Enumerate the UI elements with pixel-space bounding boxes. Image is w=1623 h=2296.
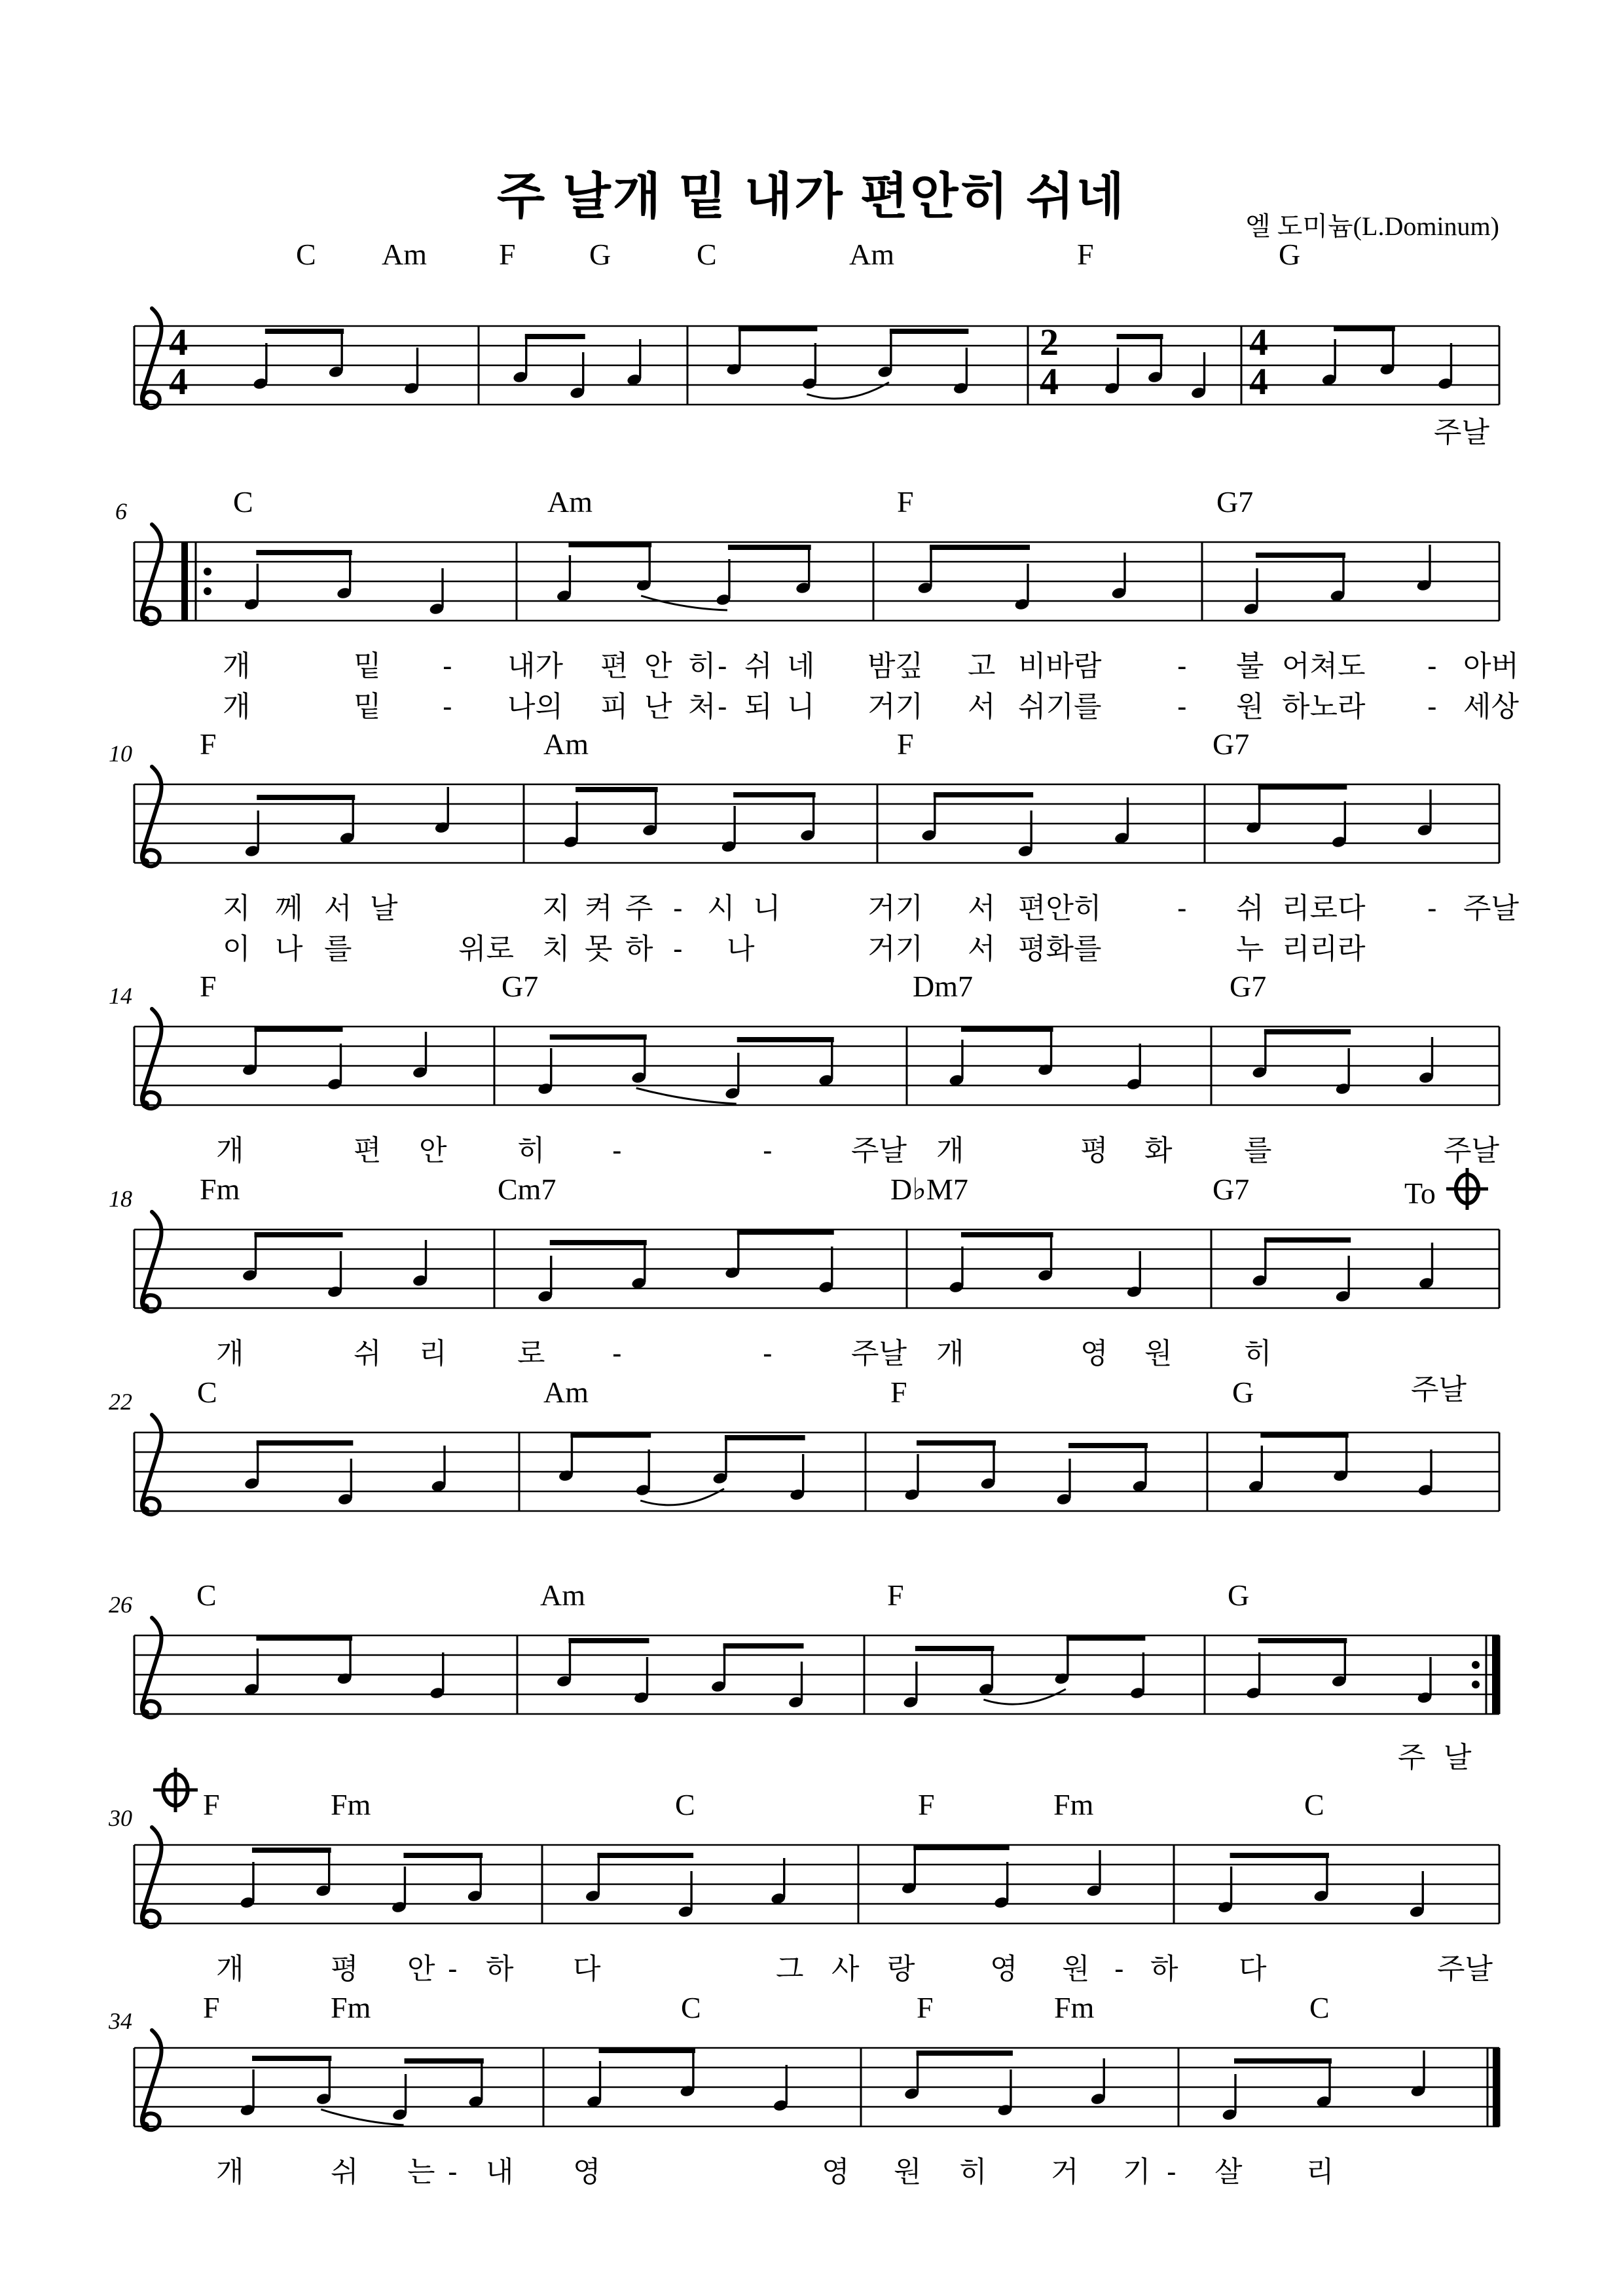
chord-label: F: [917, 1991, 934, 2024]
lyric-syllable: 다: [573, 1953, 601, 1985]
lyric-syllable: 나의: [507, 691, 564, 723]
lyric-syllable: -: [612, 1135, 622, 1167]
lyric-syllable: -: [448, 1953, 458, 1985]
lyric-syllable: 주날: [1434, 416, 1490, 448]
lyric-syllable: 개: [223, 691, 251, 723]
lyric-syllable: 쉬: [331, 2156, 359, 2188]
lyric-syllable: 개: [936, 1338, 964, 1370]
chord-label: F: [897, 485, 914, 519]
lyric-syllable: 주날: [1437, 1953, 1493, 1985]
chord-label: C: [1304, 1788, 1324, 1821]
staff-system-1: [105, 290, 1519, 454]
lyric-syllable: 랑: [887, 1953, 915, 1985]
chord-label: Fm: [1054, 1991, 1095, 2024]
lyric-syllable: 주날: [851, 1135, 907, 1167]
lyric-syllable: 개: [216, 1953, 244, 1985]
lyric-syllable: 히: [959, 2156, 987, 2188]
measure-number: 10: [109, 740, 132, 767]
lyric-syllable: 쉬: [744, 650, 773, 682]
lyric-syllable: 나: [727, 933, 755, 965]
lyric-syllable: 께: [275, 892, 303, 924]
treble-clef-icon: [142, 1415, 162, 1514]
lyric-syllable: 편: [600, 650, 629, 682]
measure-number: 18: [109, 1186, 132, 1212]
lyric-syllable: 네: [787, 650, 815, 682]
lyric-syllable: 니: [787, 691, 815, 723]
lyric-syllable: 밑: [354, 650, 382, 682]
lyric-syllable: 다: [1239, 1953, 1267, 1985]
lyric-syllable: -: [673, 933, 683, 965]
lyric-syllable: 내: [486, 2156, 514, 2188]
lyric-syllable: 시: [707, 892, 735, 924]
lyric-syllable: 개: [216, 1135, 244, 1167]
lyric-syllable: 서: [968, 892, 996, 924]
chord-label: Am: [543, 727, 589, 761]
lyric-syllable: 사: [831, 1953, 860, 1985]
lyric-syllable: 주: [1398, 1741, 1426, 1774]
chord-label: G: [1232, 1376, 1254, 1409]
chord-label: G7: [1230, 970, 1267, 1003]
lyric-syllable: -: [763, 1135, 773, 1167]
lyric-syllable: 원: [1144, 1338, 1173, 1370]
lyric-syllable: 히: [688, 650, 716, 682]
chord-label: C: [296, 238, 316, 271]
measure-number: 26: [109, 1592, 132, 1618]
lyric-syllable: 날: [370, 892, 398, 924]
chord-label: Fm: [200, 1173, 240, 1206]
chord-label: F: [1077, 238, 1094, 271]
lyric-syllable: 편: [354, 1135, 382, 1167]
lyric-syllable: 니: [753, 892, 781, 924]
lyric-syllable: 평화를: [1018, 933, 1102, 965]
time-signature-denominator: 4: [169, 360, 188, 403]
lyric-syllable: 거: [1051, 2156, 1079, 2188]
treble-clef-icon: [142, 767, 162, 866]
composer-credit: 엘 도미늄(L.Dominum): [1245, 211, 1499, 241]
lyric-syllable: 리리라: [1282, 933, 1366, 965]
lyric-syllable: 안: [644, 650, 672, 682]
chord-label: F: [890, 1376, 907, 1409]
lyric-syllable: 나: [275, 933, 303, 965]
lyric-syllable: -: [612, 1338, 622, 1370]
lyric-syllable: -: [1427, 892, 1437, 924]
treble-clef-icon: [142, 524, 162, 624]
time-signature-numerator: 2: [1040, 321, 1059, 363]
lyric-syllable: 원: [1062, 1953, 1090, 1985]
staff-system-8: [105, 1809, 1519, 1973]
chord-label: F: [200, 727, 217, 761]
measure-number: 30: [109, 1805, 132, 1831]
lyric-syllable: 개: [216, 2156, 244, 2188]
time-signature-numerator: 4: [1249, 321, 1268, 363]
lyric-syllable: 히: [517, 1135, 545, 1167]
lyric-syllable: -: [1427, 691, 1437, 723]
measure-number: 22: [109, 1389, 132, 1415]
lyric-syllable: 고: [968, 650, 996, 682]
lyric-syllable: 그: [776, 1953, 804, 1985]
lyric-syllable: 난: [644, 691, 672, 723]
treble-clef-icon: [142, 1618, 162, 1717]
lyric-syllable: 하: [486, 1953, 514, 1985]
chord-label: C: [233, 485, 253, 519]
lyric-syllable: 비바람: [1018, 650, 1102, 682]
lyric-syllable: 주날: [1444, 1135, 1500, 1167]
lyric-syllable: 어쳐도: [1282, 650, 1366, 682]
lyric-syllable: 치: [542, 933, 570, 965]
lyric-syllable: 영: [822, 2156, 850, 2188]
lyric-syllable: -: [1177, 691, 1187, 723]
lyric-syllable: 쉬: [1236, 892, 1264, 924]
time-signature-denominator: 4: [1249, 360, 1268, 403]
chord-label: Fm: [1053, 1788, 1094, 1821]
treble-clef-icon: [142, 1212, 162, 1311]
lyric-syllable: 원: [894, 2156, 922, 2188]
lyric-syllable: 하: [625, 933, 653, 965]
lyric-syllable: 서: [968, 691, 996, 723]
lyric-syllable: 리: [419, 1338, 447, 1370]
staff-system-5: [105, 1194, 1519, 1357]
lyric-syllable: -: [1177, 892, 1187, 924]
chord-label: G7: [1213, 727, 1250, 761]
chord-label: Am: [849, 238, 894, 271]
chord-label: C: [697, 238, 717, 271]
chord-label: G7: [501, 970, 539, 1003]
lyric-syllable: 처: [688, 691, 716, 723]
lyric-syllable: 불: [1236, 650, 1264, 682]
lyric-syllable: 히: [1244, 1338, 1272, 1370]
lyric-syllable: 리로다: [1282, 892, 1366, 924]
lyric-syllable: 지: [542, 892, 570, 924]
lyric-syllable: 거기: [867, 892, 924, 924]
lyric-syllable: 를: [1244, 1135, 1272, 1167]
chord-label: C: [681, 1991, 701, 2024]
lyric-syllable: -: [443, 691, 452, 723]
chord-label: Fm: [331, 1788, 371, 1821]
lyric-syllable: -: [443, 650, 452, 682]
chord-label: C: [196, 1578, 217, 1612]
lyric-syllable: 밤깊: [867, 650, 924, 682]
chord-label: G: [1228, 1578, 1250, 1612]
lyric-syllable: 되: [744, 691, 773, 723]
lyric-syllable: -: [718, 691, 727, 723]
lyric-syllable: 리: [1306, 2156, 1334, 2188]
chord-label: G7: [1216, 485, 1254, 519]
lyric-syllable: 피: [600, 691, 629, 723]
chord-label: G7: [1213, 1173, 1250, 1206]
lyric-syllable: 지: [223, 892, 251, 924]
staff-system-4: [105, 991, 1519, 1154]
lyric-syllable: 안: [407, 1953, 435, 1985]
lyric-syllable: 위로: [458, 933, 515, 965]
treble-clef-icon: [142, 1827, 162, 1927]
lyric-syllable: 거기: [867, 691, 924, 723]
lyric-syllable: -: [1427, 650, 1437, 682]
lyric-syllable: 평: [1080, 1135, 1108, 1167]
lyric-syllable: 개: [216, 1338, 244, 1370]
coda-icon: [152, 1766, 199, 1813]
lyric-syllable: 편안히: [1018, 892, 1102, 924]
chord-label: F: [203, 1788, 220, 1821]
lyric-syllable: 누: [1236, 933, 1264, 965]
lyric-syllable: -: [718, 650, 727, 682]
measure-number: 34: [109, 2008, 132, 2034]
lyric-syllable: 살: [1214, 2156, 1243, 2188]
chord-label: C: [197, 1376, 217, 1409]
lyric-syllable: 하노라: [1282, 691, 1366, 723]
lyric-syllable: 쉬기를: [1018, 691, 1102, 723]
lyric-syllable: 서: [968, 933, 996, 965]
lyric-syllable: 날: [1444, 1741, 1472, 1774]
coda-icon: [1445, 1167, 1489, 1211]
lyric-syllable: 세상: [1463, 691, 1520, 723]
staff-system-2: [105, 506, 1519, 670]
lyric-syllable: -: [1167, 2156, 1176, 2188]
lyric-syllable: -: [448, 2156, 458, 2188]
time-signature-numerator: 4: [169, 321, 188, 363]
lyric-syllable: 아버: [1463, 650, 1520, 682]
chord-label: G: [1279, 238, 1301, 271]
lyric-syllable: 화: [1144, 1135, 1173, 1167]
chord-label: F: [918, 1788, 935, 1821]
lyric-syllable: 서: [324, 892, 352, 924]
staff-system-7: [105, 1599, 1519, 1763]
lyric-syllable: -: [673, 892, 683, 924]
chord-label: C: [1309, 1991, 1330, 2024]
lyric-syllable: 내가: [507, 650, 564, 682]
lyric-syllable: -: [1114, 1953, 1124, 1985]
lyric-syllable: -: [1177, 650, 1187, 682]
lyric-syllable: 영: [990, 1953, 1018, 1985]
lyric-syllable: 는: [407, 2156, 435, 2188]
lyric-syllable: 영: [1080, 1338, 1108, 1370]
chord-label: Am: [547, 485, 593, 519]
time-signature-denominator: 4: [1040, 360, 1059, 403]
lyric-syllable: 하: [1150, 1953, 1178, 1985]
chord-label: Am: [540, 1578, 585, 1612]
chord-label: F: [897, 727, 914, 761]
chord-label: Dm7: [913, 970, 973, 1003]
song-title: 주 날개 밑 내가 편안히 쉬네: [496, 168, 1127, 225]
lyric-syllable: 로: [517, 1338, 545, 1370]
treble-clef-icon: [142, 308, 162, 408]
lyric-syllable: 개: [936, 1135, 964, 1167]
lyric-syllable: 주날: [851, 1338, 907, 1370]
lyric-syllable: 주날: [1411, 1374, 1467, 1406]
lyric-syllable: 이: [223, 933, 251, 965]
lyric-syllable: 거기: [867, 933, 924, 965]
treble-clef-icon: [142, 1009, 162, 1108]
chord-label: Fm: [331, 1991, 371, 2024]
lyric-syllable: 주날: [1463, 892, 1520, 924]
chord-label: F: [499, 238, 516, 271]
lyric-syllable: 안: [419, 1135, 447, 1167]
staff-system-6: [105, 1396, 1519, 1560]
to-coda-label: To: [1404, 1176, 1436, 1210]
lyric-syllable: 주: [625, 892, 653, 924]
measure-number: 14: [109, 983, 132, 1009]
chord-label: D♭M7: [890, 1173, 968, 1206]
lyric-syllable: 쉬: [354, 1338, 382, 1370]
chord-label: F: [203, 1991, 220, 2024]
chord-label: Cm7: [498, 1173, 556, 1206]
lyric-syllable: 기: [1123, 2156, 1151, 2188]
lyric-syllable: 밑: [354, 691, 382, 723]
lyric-syllable: 원: [1236, 691, 1264, 723]
chord-label: C: [675, 1788, 695, 1821]
chord-label: F: [200, 970, 217, 1003]
chord-label: Am: [543, 1376, 589, 1409]
lyric-syllable: 영: [573, 2156, 601, 2188]
treble-clef-icon: [142, 2030, 162, 2130]
chord-label: Am: [382, 238, 427, 271]
lyric-syllable: -: [763, 1338, 773, 1370]
lyric-syllable: 개: [223, 650, 251, 682]
chord-label: G: [589, 238, 611, 271]
lyric-syllable: 평: [331, 1953, 359, 1985]
lyric-syllable: 를: [324, 933, 352, 965]
staff-system-9: [105, 2012, 1519, 2176]
chord-label: F: [887, 1578, 904, 1612]
lyric-syllable: 켜: [585, 892, 613, 924]
measure-number: 6: [115, 498, 127, 524]
staff-system-3: [105, 748, 1519, 912]
lyric-syllable: 못: [585, 933, 613, 965]
